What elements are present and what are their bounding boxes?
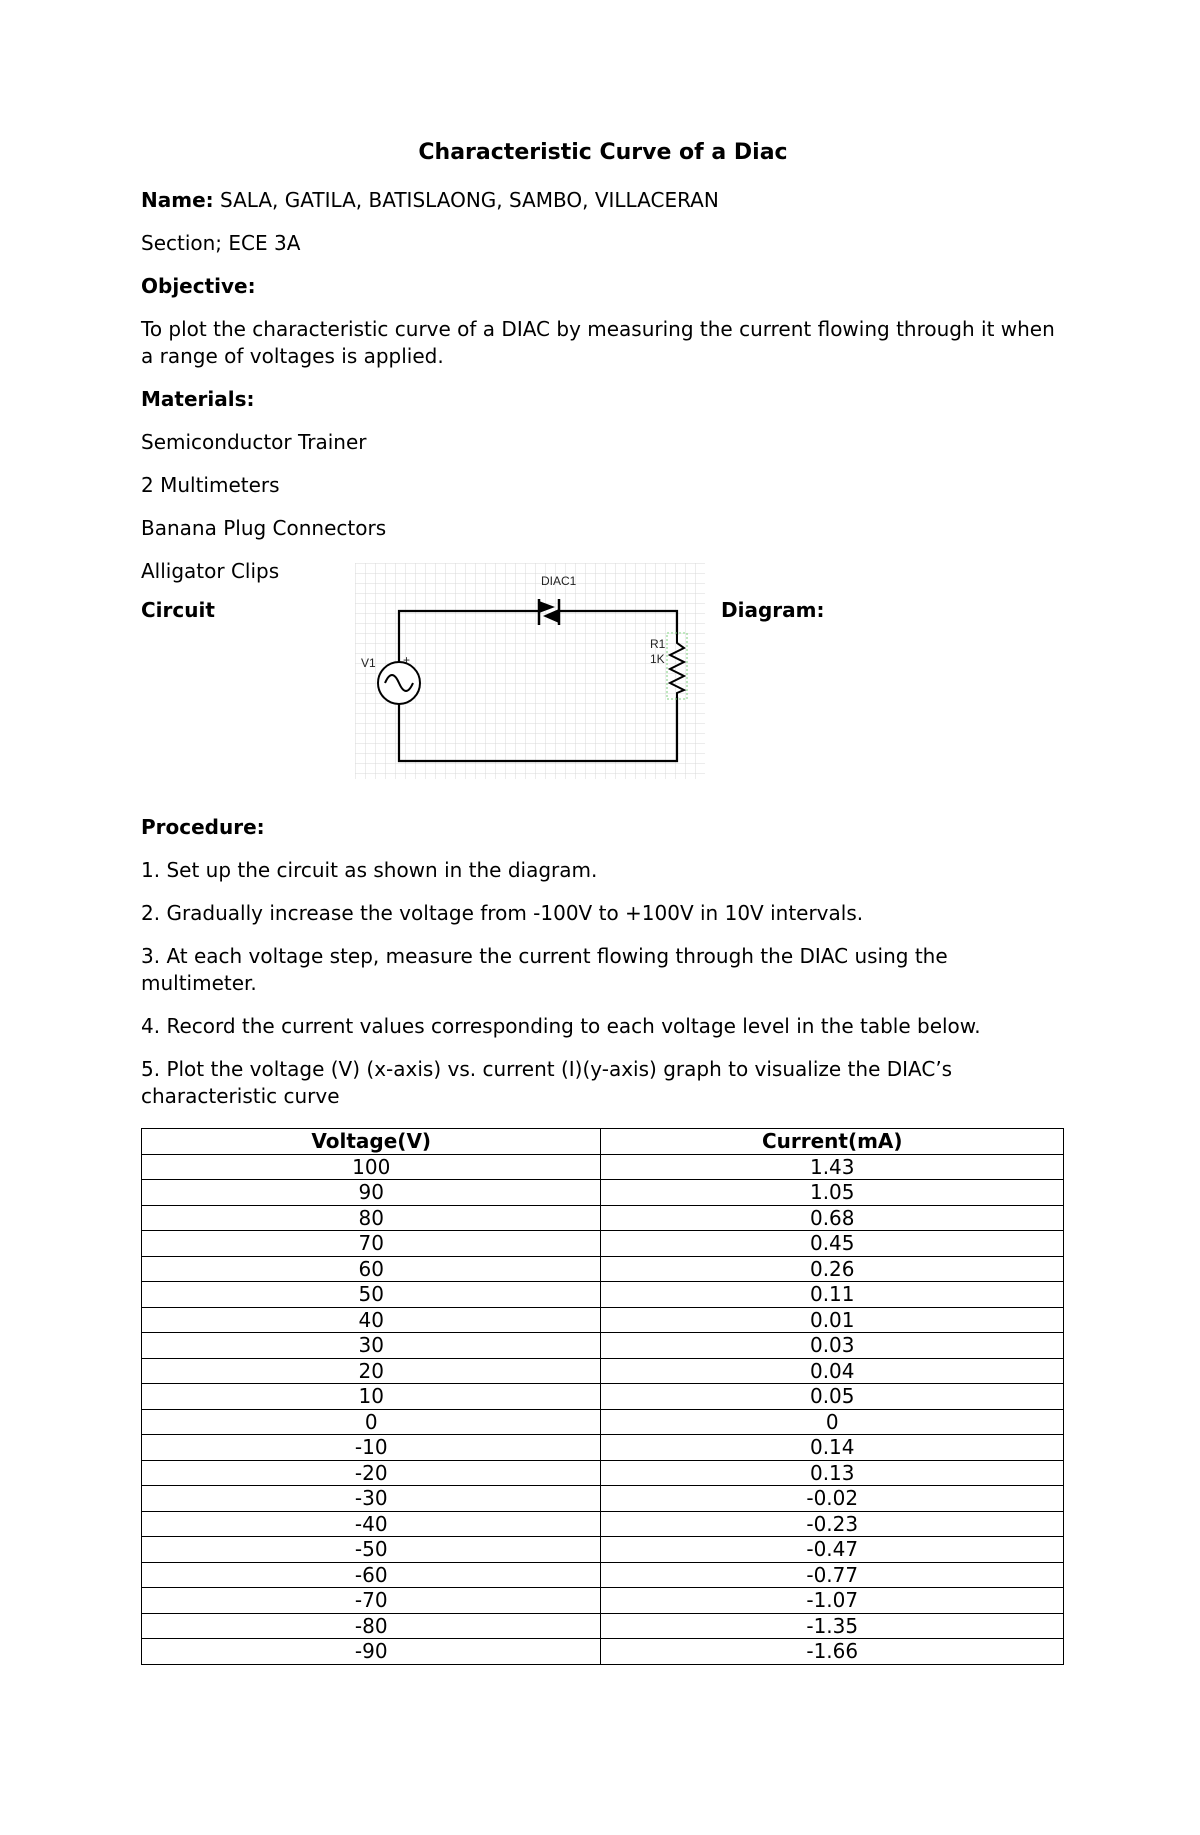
material-item: Alligator Clips — [141, 559, 280, 583]
voltage-cell: -50 — [142, 1537, 601, 1563]
voltage-cell: 60 — [142, 1256, 601, 1282]
current-cell: 0.05 — [601, 1384, 1064, 1410]
table-row — [142, 1333, 1064, 1359]
voltage-cell: -40 — [142, 1511, 601, 1537]
voltage-column-header: Voltage(V) — [142, 1129, 601, 1155]
current-cell: 0.03 — [601, 1333, 1064, 1359]
voltage-cell: 70 — [142, 1231, 601, 1257]
current-cell: 1.05 — [601, 1180, 1064, 1206]
current-cell: -0.02 — [601, 1486, 1064, 1512]
table-row — [142, 1205, 1064, 1231]
current-cell: -0.47 — [601, 1537, 1064, 1563]
procedure-step: 1. Set up the circuit as shown in the diagram. — [141, 858, 598, 882]
current-cell: -0.77 — [601, 1562, 1064, 1588]
voltage-cell: 90 — [142, 1180, 601, 1206]
voltage-cell: 50 — [142, 1282, 601, 1308]
table-row — [142, 1307, 1064, 1333]
material-item: 2 Multimeters — [141, 473, 280, 497]
source-label: V1 — [361, 656, 376, 670]
objective-heading: Objective: — [141, 274, 256, 298]
current-cell: -0.23 — [601, 1511, 1064, 1537]
document-title: Characteristic Curve of a Diac — [418, 140, 788, 165]
voltage-cell: 10 — [142, 1384, 601, 1410]
current-cell: 0.45 — [601, 1231, 1064, 1257]
objective-text: To plot the characteristic curve of a DIAC by measuring the current flowing through it when a range of voltages is applied. — [141, 317, 1055, 368]
table-row — [142, 1358, 1064, 1384]
current-cell: 0.68 — [601, 1205, 1064, 1231]
current-cell: 0.26 — [601, 1256, 1064, 1282]
diagram-label: Diagram: — [721, 598, 825, 622]
voltage-cell: -30 — [142, 1486, 601, 1512]
voltage-cell: -10 — [142, 1435, 601, 1461]
voltage-cell: -90 — [142, 1639, 601, 1665]
material-item: Banana Plug Connectors — [141, 516, 387, 540]
material-item: Semiconductor Trainer — [141, 430, 367, 454]
voltage-cell: 30 — [142, 1333, 601, 1359]
table-row — [142, 1613, 1064, 1639]
table-row — [142, 1486, 1064, 1512]
voltage-cell: 20 — [142, 1358, 601, 1384]
name-label: Name: — [141, 188, 214, 212]
circuit-label: Circuit — [141, 598, 215, 622]
voltage-cell: -60 — [142, 1562, 601, 1588]
table-row — [142, 1231, 1064, 1257]
current-cell: 1.43 — [601, 1154, 1064, 1180]
table-row — [142, 1384, 1064, 1410]
circuit-diagram — [355, 563, 705, 779]
current-cell: 0.11 — [601, 1282, 1064, 1308]
current-cell: -1.35 — [601, 1613, 1064, 1639]
current-cell: -1.07 — [601, 1588, 1064, 1614]
procedure-step: 5. Plot the voltage (V) (x-axis) vs. current (I)(y-axis) graph to visualize the DIAC’s characteristic curve — [141, 1057, 953, 1108]
current-cell: 0.14 — [601, 1435, 1064, 1461]
table-row — [142, 1180, 1064, 1206]
table-row — [142, 1409, 1064, 1435]
table-row — [142, 1511, 1064, 1537]
measurement-table — [141, 1128, 1064, 1665]
section-line: Section; ECE 3A — [141, 231, 301, 255]
table-row — [142, 1460, 1064, 1486]
table-row — [142, 1154, 1064, 1180]
table-row — [142, 1562, 1064, 1588]
procedure-step: 3. At each voltage step, measure the current flowing through the DIAC using the multimeter. — [141, 944, 948, 995]
voltage-cell: -20 — [142, 1460, 601, 1486]
name-line — [141, 187, 1065, 214]
procedure-step: 2. Gradually increase the voltage from -100V to +100V in 10V intervals. — [141, 901, 864, 925]
voltage-cell: 80 — [142, 1205, 601, 1231]
voltage-cell: 0 — [142, 1409, 601, 1435]
voltage-cell: 40 — [142, 1307, 601, 1333]
current-cell: 0.13 — [601, 1460, 1064, 1486]
name-value: SALA, GATILA, BATISLAONG, SAMBO, VILLACERAN — [213, 188, 719, 212]
table-body — [142, 1154, 1064, 1664]
diac-label: DIAC1 — [541, 574, 577, 588]
voltage-cell: -80 — [142, 1613, 601, 1639]
table-row — [142, 1282, 1064, 1308]
table-row — [142, 1588, 1064, 1614]
current-column-header: Current(mA) — [601, 1129, 1064, 1155]
procedure-step: 4. Record the current values corresponding to each voltage level in the table below. — [141, 1014, 981, 1038]
procedure-heading: Procedure: — [141, 815, 265, 839]
current-cell: 0.04 — [601, 1358, 1064, 1384]
resistor-label: R1 — [650, 637, 666, 651]
resistor-value: 1K — [650, 652, 665, 666]
table-row — [142, 1256, 1064, 1282]
table-header-row — [142, 1129, 1064, 1155]
materials-heading: Materials: — [141, 387, 255, 411]
source-polarity: + — [403, 653, 411, 667]
current-cell: 0.01 — [601, 1307, 1064, 1333]
table-row — [142, 1537, 1064, 1563]
table-row — [142, 1435, 1064, 1461]
voltage-cell: 100 — [142, 1154, 601, 1180]
table-row — [142, 1639, 1064, 1665]
current-cell: 0 — [601, 1409, 1064, 1435]
voltage-cell: -70 — [142, 1588, 601, 1614]
current-cell: -1.66 — [601, 1639, 1064, 1665]
